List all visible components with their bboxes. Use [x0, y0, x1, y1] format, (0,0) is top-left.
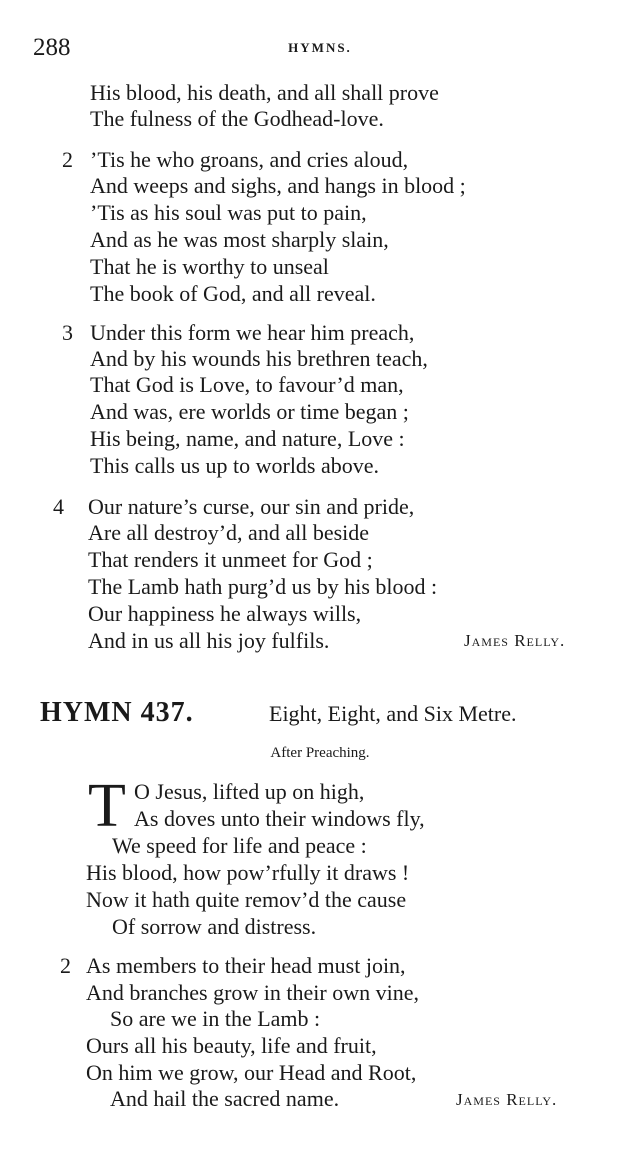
verse-line: And hail the sacred name.	[110, 1086, 340, 1111]
verse-line: We speed for life and peace :	[112, 833, 367, 858]
verse-line: As doves unto their windows fly,	[134, 806, 425, 831]
verse-line: ’Tis he who groans, and cries aloud,	[90, 147, 409, 172]
stanza-number: 2	[60, 953, 71, 978]
verse-line: Ours all his beauty, life and fruit,	[86, 1033, 377, 1058]
running-head: HYMNS.	[288, 40, 352, 55]
verse-line: That renders it unmeet for God ;	[88, 547, 373, 572]
verse-line: Of sorrow and distress.	[112, 914, 317, 939]
verse-line: On him we grow, our Head and Root,	[86, 1060, 417, 1085]
page-header	[0, 34, 640, 64]
verse-line: And by his wounds his brethren teach,	[90, 346, 428, 371]
verse-line: O Jesus, lifted up on high,	[134, 779, 365, 804]
verse-line: As members to their head must join,	[86, 953, 406, 978]
verse-line: Are all destroy’d, and all beside	[88, 520, 370, 545]
verse-line: That God is Love, to favour’d man,	[90, 372, 404, 397]
verse-line: And in us all his joy fulfils.	[88, 628, 330, 653]
hymn-title: HYMN 437.	[40, 697, 194, 728]
verse-line: And as he was most sharply slain,	[90, 227, 389, 252]
hymn-occasion: After Preaching.	[270, 745, 370, 761]
author-attribution: James Relly.	[456, 1090, 558, 1109]
verse-line: That he is worthy to unseal	[90, 254, 329, 279]
verse-line: Under this form we hear him preach,	[90, 320, 415, 345]
verse-line: And weeps and sighs, and hangs in blood ;	[90, 173, 466, 198]
verse-line: His being, name, and nature, Love :	[90, 426, 405, 451]
verse-line: And branches grow in their own vine,	[86, 980, 419, 1005]
verse-line: The book of God, and all reveal.	[90, 281, 376, 306]
verse-line: Now it hath quite remov’d the cause	[86, 887, 407, 912]
verse-line: So are we in the Lamb :	[110, 1006, 321, 1031]
verse-line: The fulness of the Godhead-love.	[90, 106, 384, 131]
hymn-metre: Eight, Eight, and Six Metre.	[269, 701, 517, 726]
verse-line: And was, ere worlds or time began ;	[90, 399, 409, 424]
verse-line: This calls us up to worlds above.	[90, 453, 380, 478]
stanza-number: 4	[53, 494, 64, 519]
author-attribution: James Relly.	[464, 631, 566, 650]
verse-line: The Lamb hath purg’d us by his blood :	[88, 574, 438, 599]
drop-cap: T	[88, 772, 126, 840]
verse-line: Our happiness he always wills,	[88, 601, 362, 626]
verse-line: Our nature’s curse, our sin and pride,	[88, 494, 415, 519]
stanza-number: 2	[62, 147, 73, 172]
verse-line: His blood, how pow’rfully it draws !	[86, 860, 410, 885]
verse-line: His blood, his death, and all shall prove	[90, 80, 439, 105]
page-number: 288	[33, 34, 71, 61]
stanza-number: 3	[62, 320, 73, 345]
verse-line: ’Tis as his soul was put to pain,	[90, 200, 367, 225]
